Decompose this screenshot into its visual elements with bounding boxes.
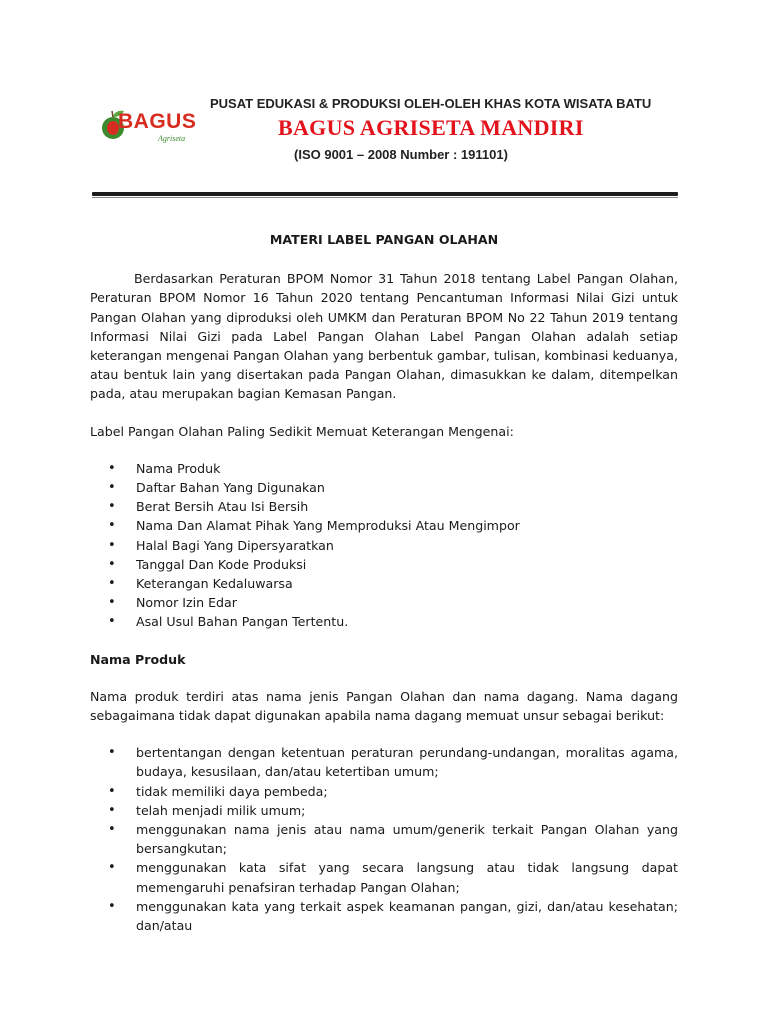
iso-certification: (ISO 9001 – 2008 Number : 191101) [294,147,508,162]
section-heading: Nama Produk [90,651,186,667]
company-logo [96,96,206,156]
header-divider [92,192,678,196]
list-item: • menggunakan kata yang terkait aspek keamanan pangan, gizi, dan/atau kesehatan; dan/atau [90,897,678,935]
logo-subtext: Agriseta [158,134,186,143]
section-paragraph: Nama produk terdiri atas nama jenis Pangan Olahan dan nama dagang. Nama dagang sebagaimana tidak dapat digunakan apabila nama dagang memuat unsur sebagai berikut: [90,688,678,724]
list-intro: Label Pangan Olahan Paling Sedikit Memuat Keterangan Mengenai: [90,423,514,439]
document-body [90,230,678,935]
list-item: • bertentangan dengan ketentuan peraturan perundang-undangan, moralitas agama, budaya, kesusilaan, dan/atau ketertiban umum; [90,743,678,781]
list-item: • Daftar Bahan Yang Digunakan [90,478,678,497]
list-item: • tidak memiliki daya pembeda; [90,782,678,801]
brand-name-restrictions-list [90,743,678,935]
letterhead [0,0,768,210]
list-item: • Nomor Izin Edar [90,593,678,612]
list-item: • Keterangan Kedaluwarsa [90,574,678,593]
list-item: • Asal Usul Bahan Pangan Tertentu. [90,612,678,631]
company-name: BAGUS AGRISETA MANDIRI [278,115,584,140]
list-item: • Halal Bagi Yang Dipersyaratkan [90,536,678,555]
list-item: • Nama Dan Alamat Pihak Yang Memproduksi Atau Mengimpor [90,516,678,535]
letterhead-tagline: PUSAT EDUKASI & PRODUKSI OLEH-OLEH KHAS KOTA WISATA BATU [210,96,652,111]
list-item: • menggunakan kata sifat yang secara langsung atau tidak langsung dapat memengaruhi penafsiran terhadap Pangan Olahan; [90,858,678,896]
logo-wordmark: BAGUS [118,110,197,133]
list-item: • Nama Produk [90,459,678,478]
list-item: • menggunakan nama jenis atau nama umum/generik terkait Pangan Olahan yang bersangkutan; [90,820,678,858]
list-item: • Berat Bersih Atau Isi Bersih [90,497,678,516]
list-item: • Tanggal Dan Kode Produksi [90,555,678,574]
document-title: MATERI LABEL PANGAN OLAHAN [269,232,499,247]
label-requirements-list [90,459,678,632]
header-divider-shadow [92,197,678,198]
list-item: • telah menjadi milik umum; [90,801,678,820]
intro-paragraph: Berdasarkan Peraturan BPOM Nomor 31 Tahun 2018 tentang Label Pangan Olahan, Peraturan BPOM Nomor 16 Tahun 2020 tentang Pencantuman Informasi Nilai Gizi untuk Pangan Olahan yang diproduksi oleh UMKM dan Peraturan BPOM No 22 Tahun 2019 tentang Informasi Nilai Gizi pada Label Pangan Olahan Label Pangan Olahan adalah setiap keterangan mengenai Pangan Olahan yang berbentuk gambar, tulisan, kombinasi keduanya, atau bentuk lain yang disertakan pada Pangan Olahan, dimasukkan ke dalam, ditempelkan pada, atau merupakan bagian Kemasan Pangan. [90,271,678,402]
